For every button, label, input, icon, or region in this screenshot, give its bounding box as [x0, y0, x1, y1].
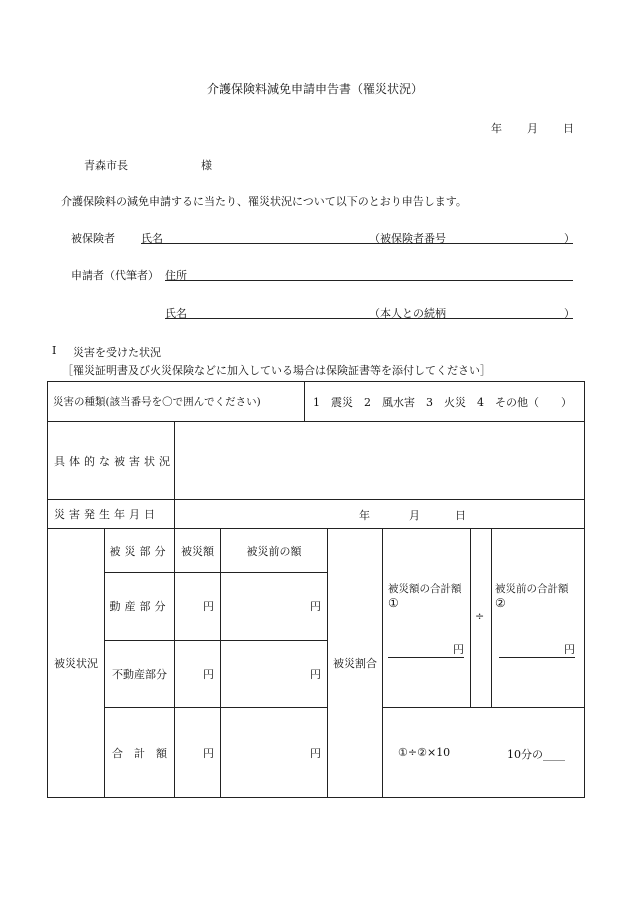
total-amount[interactable]: 円: [175, 708, 221, 798]
sum-before-label: 被災前の合計額: [495, 583, 569, 595]
section-note: ［罹災証明書及び火災保険などに加入している場合は保険証書等を添付してください］: [62, 364, 491, 377]
ratio-calc-area: [383, 529, 585, 708]
addressee: 青森市長: [84, 159, 128, 172]
immovable-before[interactable]: 円: [221, 640, 328, 707]
row-movable-label: 動産部分: [105, 573, 175, 640]
section-heading: 災害を受けた状況: [73, 346, 161, 359]
date-day: 日: [563, 122, 574, 135]
disaster-date-field[interactable]: [175, 500, 585, 529]
applicant-relation-label: （本人との続柄: [369, 307, 446, 320]
intro-text: 介護保険料の減免申請するに当たり、罹災状況について以下のとおり申告します。: [61, 195, 467, 208]
insured-underline[interactable]: [141, 243, 573, 244]
damage-detail-field[interactable]: [175, 422, 585, 500]
sum-damage-field[interactable]: 円: [388, 641, 464, 658]
applicant-close-paren: ）: [564, 307, 575, 320]
movable-amount[interactable]: 円: [175, 573, 221, 640]
disaster-date-year: 年: [359, 509, 370, 522]
applicant-name-label: 氏名: [165, 307, 187, 320]
movable-before[interactable]: 円: [221, 573, 328, 640]
col-part-header: 被災部分: [105, 529, 175, 573]
date-year: 年: [491, 122, 502, 135]
col-amount-header: 被災額: [175, 529, 221, 573]
col-before-header: 被災前の額: [221, 529, 328, 573]
immovable-amount[interactable]: 円: [175, 640, 221, 707]
insured-number-label: （被保険者番号: [369, 232, 446, 245]
damage-table: [47, 381, 585, 798]
section-number: Ⅰ: [52, 344, 57, 357]
disaster-type-options[interactable]: 1 震災 2 風水害 3 火災 4 その他（ ）: [305, 382, 585, 422]
sum-before-field[interactable]: 円: [499, 641, 575, 658]
ratio-label: 被災割合: [328, 529, 383, 798]
applicant-address-label: 住所: [165, 269, 187, 282]
date-month: 月: [527, 122, 538, 135]
disaster-type-label: 災害の種類(該当番号を〇で囲んでください): [48, 382, 305, 422]
ratio-formula-cell[interactable]: [383, 708, 585, 798]
status-label: 被災状況: [48, 529, 105, 798]
sum-before-num: ②: [495, 596, 506, 610]
sum-damage-num: ①: [388, 596, 399, 610]
insured-close-paren: ）: [564, 232, 575, 245]
disaster-date-month: 月: [409, 509, 420, 522]
insured-name-label: 氏名: [141, 232, 163, 245]
applicant-name-underline[interactable]: [165, 318, 573, 319]
disaster-date-day: 日: [455, 509, 466, 522]
ratio-formula: ①÷②×10: [398, 746, 451, 759]
disaster-date-label: 災害発生年月日: [48, 500, 175, 529]
sum-damage-label: 被災額の合計額: [388, 583, 462, 595]
row-immovable-label: 不動産部分: [105, 640, 175, 707]
insured-label: 被保険者: [71, 232, 115, 245]
applicant-label: 申請者（代筆者）: [71, 269, 159, 282]
damage-detail-label: 具体的な被害状況: [48, 422, 175, 500]
row-total-label: 合 計 額: [105, 708, 175, 798]
applicant-address-underline[interactable]: [165, 280, 573, 281]
page-title: 介護保険料減免申請申告書（罹災状況）: [206, 82, 423, 96]
divide-sign: ÷: [475, 610, 485, 623]
ratio-tenths: 10分の____: [507, 748, 566, 761]
total-before[interactable]: 円: [221, 708, 328, 798]
addressee-suffix: 様: [201, 159, 212, 172]
